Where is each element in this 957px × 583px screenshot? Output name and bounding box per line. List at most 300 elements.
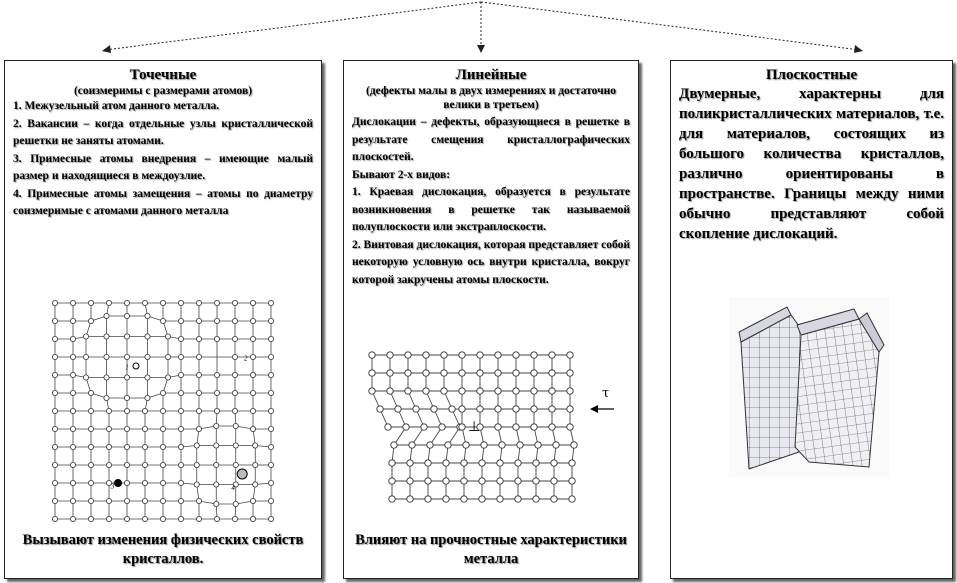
substitution-atom-small xyxy=(114,479,122,487)
lattice-atom xyxy=(233,501,238,506)
lattice-atom xyxy=(178,498,183,503)
lattice-atom xyxy=(403,424,409,430)
lattice-atom xyxy=(70,300,75,305)
lattice-atom xyxy=(449,406,455,412)
lattice-atom xyxy=(268,516,273,521)
lattice-atom xyxy=(70,480,75,485)
lattice-atom xyxy=(533,478,539,484)
lattice-atom xyxy=(70,318,75,323)
lattice-atom xyxy=(569,496,575,502)
lattice-atom xyxy=(423,370,429,376)
lattice-atom xyxy=(104,334,109,339)
linear-item: 1. Краевая дислокация, образуется в результате возникновения в решетке так называемой полуплоскости или экстраплоскости. xyxy=(352,186,630,233)
lattice-atom xyxy=(443,496,449,502)
lattice-atom xyxy=(369,388,375,394)
lattice-atom xyxy=(70,516,75,521)
lattice-atom xyxy=(145,313,150,318)
lattice-atom xyxy=(106,462,111,467)
lattice-atom xyxy=(515,496,521,502)
lattice-atom xyxy=(214,516,219,521)
lattice-atom xyxy=(106,498,111,503)
lattice-atom xyxy=(405,388,411,394)
lattice-atom xyxy=(232,354,237,359)
defect-number-label: 1 xyxy=(125,363,129,372)
lattice-atom xyxy=(479,478,485,484)
lattice-atom xyxy=(481,442,487,448)
lattice-atom xyxy=(52,372,57,377)
lattice-atom xyxy=(253,482,258,487)
lattice-atom xyxy=(106,300,111,305)
grain-boundary-figure xyxy=(729,297,889,477)
lattice-atom xyxy=(52,444,57,449)
lattice-atom xyxy=(104,354,109,359)
lattice-atom xyxy=(52,498,57,503)
linear-text xyxy=(344,114,638,289)
lattice-atom xyxy=(124,462,129,467)
lattice-atom xyxy=(441,388,447,394)
lattice-atom xyxy=(52,426,57,431)
lattice-atom xyxy=(196,390,201,395)
lattice-atom xyxy=(477,388,483,394)
lattice-atom xyxy=(178,516,183,521)
lattice-atom xyxy=(250,498,255,503)
lattice-atom xyxy=(567,406,573,412)
lattice-atom xyxy=(196,516,201,521)
lattice-atom xyxy=(268,426,273,431)
lattice-atom xyxy=(569,460,575,466)
point-item: 4. Примесные атомы замещения – атомы по диаметру соизмеримые с атомами данного металла xyxy=(13,187,313,217)
lattice-atom xyxy=(268,336,273,341)
lattice-atom xyxy=(405,352,411,358)
lattice-atom xyxy=(88,300,93,305)
lattice-atom xyxy=(495,424,501,430)
lattice-atom xyxy=(253,462,258,467)
lattice-atom xyxy=(160,516,165,521)
lattice-atom xyxy=(461,496,467,502)
lattice-atom xyxy=(178,372,183,377)
lattice-atom xyxy=(268,480,273,485)
lattice-atom xyxy=(549,424,555,430)
lattice-atom xyxy=(165,375,170,380)
lattice-atom xyxy=(194,462,199,467)
lattice-atom xyxy=(553,442,559,448)
lattice-atom xyxy=(533,496,539,502)
lattice-atom xyxy=(443,460,449,466)
lattice-atom xyxy=(124,498,129,503)
planar-title: Плоскостные xyxy=(765,67,858,83)
lattice-atom xyxy=(106,516,111,521)
lattice-atom xyxy=(70,498,75,503)
lattice-atom xyxy=(232,390,237,395)
lattice-atom xyxy=(250,372,255,377)
lattice-atom xyxy=(533,460,539,466)
lattice-atom xyxy=(459,352,465,358)
lattice-atom xyxy=(52,408,57,413)
lattice-atom xyxy=(569,478,575,484)
lattice-atom xyxy=(427,442,433,448)
lattice-atom xyxy=(250,516,255,521)
lattice-atom xyxy=(513,388,519,394)
lattice-atom xyxy=(387,388,393,394)
linear-defects-panel xyxy=(343,60,639,579)
lattice-atom xyxy=(549,370,555,376)
lattice-atom xyxy=(124,375,129,380)
lattice-atom xyxy=(250,354,255,359)
lattice-atom xyxy=(535,442,541,448)
lattice-atom xyxy=(531,352,537,358)
lattice-atom xyxy=(253,443,258,448)
lattice-atom xyxy=(70,390,75,395)
lattice-atom xyxy=(385,424,391,430)
point-subtitle: (соизмеримы с размерами атомов) xyxy=(73,85,253,97)
lattice-atom xyxy=(495,388,501,394)
defect-number-label: 4 xyxy=(231,484,235,493)
lattice-atom xyxy=(497,496,503,502)
lattice-atom xyxy=(196,426,201,431)
lattice-atom xyxy=(421,424,427,430)
lattice-atom xyxy=(52,318,57,323)
lattice-atom xyxy=(124,444,129,449)
lattice-atom xyxy=(194,443,199,448)
linear-footer: Влияют на прочностные характеристики металла xyxy=(355,532,627,567)
lattice-atom xyxy=(160,318,165,323)
lattice-atom xyxy=(106,408,111,413)
lattice-atom xyxy=(567,388,573,394)
lattice-atom xyxy=(232,516,237,521)
lattice-atom xyxy=(70,408,75,413)
lattice-atom xyxy=(160,444,165,449)
lattice-atom xyxy=(387,370,393,376)
lattice-atom xyxy=(214,408,219,413)
lattice-atom xyxy=(268,444,273,449)
lattice-atom xyxy=(407,460,413,466)
lattice-atom xyxy=(549,406,555,412)
lattice-atom xyxy=(88,426,93,431)
lattice-atom xyxy=(233,443,238,448)
lattice-atom xyxy=(515,460,521,466)
point-defects-panel xyxy=(4,60,322,579)
linear-title: Линейные xyxy=(455,67,527,83)
lattice-atom xyxy=(70,372,75,377)
lattice-atom xyxy=(214,501,219,506)
lattice-atom xyxy=(104,313,109,318)
lattice-atom xyxy=(387,352,393,358)
lattice-atom xyxy=(214,390,219,395)
lattice-atom xyxy=(461,460,467,466)
lattice-atom xyxy=(513,424,519,430)
lattice-atom xyxy=(268,390,273,395)
lattice-atom xyxy=(214,372,219,377)
lattice-atom xyxy=(232,300,237,305)
lattice-atom xyxy=(52,516,57,521)
defect-number-label: 3 xyxy=(110,482,115,491)
lattice-atom xyxy=(479,460,485,466)
lattice-atom xyxy=(463,442,469,448)
lattice-atom xyxy=(160,498,165,503)
lattice-atom xyxy=(567,370,573,376)
lattice-atom xyxy=(178,336,183,341)
lattice-atom xyxy=(124,313,129,318)
lattice-atom xyxy=(214,318,219,323)
lattice-atom xyxy=(499,442,505,448)
lattice-atom xyxy=(551,460,557,466)
lattice-atom xyxy=(571,442,577,448)
lattice-atom xyxy=(124,516,129,521)
lattice-atom xyxy=(250,426,255,431)
lattice-atom xyxy=(431,406,437,412)
lattice-atom xyxy=(160,300,165,305)
point-defects-lattice-figure xyxy=(43,293,283,523)
lattice-atom xyxy=(459,370,465,376)
lattice-atom xyxy=(567,352,573,358)
connector-arrows xyxy=(0,0,957,60)
lattice-atom xyxy=(232,336,237,341)
lattice-atom xyxy=(124,408,129,413)
lattice-atom xyxy=(88,480,93,485)
lattice-atom xyxy=(531,370,537,376)
lattice-atom xyxy=(549,352,555,358)
lattice-atom xyxy=(70,444,75,449)
lattice-atom xyxy=(142,516,147,521)
lattice-atom xyxy=(70,426,75,431)
lattice-atom xyxy=(52,336,57,341)
lattice-atom xyxy=(395,406,401,412)
lattice-atom xyxy=(389,460,395,466)
lattice-atom xyxy=(409,442,415,448)
point-footer: Вызывают изменения физических свойств кристаллов. xyxy=(22,532,304,567)
lattice-atom xyxy=(145,354,150,359)
lattice-atom xyxy=(531,406,537,412)
lattice-atom xyxy=(88,318,93,323)
lattice-atom xyxy=(268,498,273,503)
lattice-atom xyxy=(178,444,183,449)
lattice-atom xyxy=(497,460,503,466)
lattice-atom xyxy=(441,370,447,376)
lattice-atom xyxy=(214,462,219,467)
lattice-atom xyxy=(214,443,219,448)
lattice-atom xyxy=(391,442,397,448)
lattice-atom xyxy=(178,390,183,395)
lattice-atom xyxy=(477,352,483,358)
lattice-atom xyxy=(160,408,165,413)
lattice-atom xyxy=(407,478,413,484)
lattice-atom xyxy=(124,354,129,359)
lattice-atom xyxy=(549,388,555,394)
lattice-atom xyxy=(495,406,501,412)
lattice-atom xyxy=(196,336,201,341)
lattice-atom xyxy=(88,444,93,449)
lattice-atom xyxy=(196,372,201,377)
lattice-atom xyxy=(495,370,501,376)
lattice-atom xyxy=(106,444,111,449)
lattice-atom xyxy=(214,336,219,341)
point-item: 3. Примесные атомы внедрения – имеющие малый размер и находящиеся в междоузлие. xyxy=(13,152,313,182)
lattice-atom xyxy=(52,462,57,467)
lattice-atom xyxy=(142,462,147,467)
lattice-atom xyxy=(459,424,465,430)
lattice-atom xyxy=(124,300,129,305)
lattice-atom xyxy=(250,318,255,323)
lattice-atom xyxy=(160,462,165,467)
lattice-atom xyxy=(83,375,88,380)
lattice-atom xyxy=(268,354,273,359)
planar-defects-panel xyxy=(670,60,953,579)
lattice-atom xyxy=(445,442,451,448)
lattice-atom xyxy=(145,375,150,380)
lattice-atom xyxy=(369,352,375,358)
lattice-atom xyxy=(425,460,431,466)
lattice-atom xyxy=(178,318,183,323)
lattice-atom xyxy=(196,318,201,323)
lattice-atom xyxy=(160,390,165,395)
point-item: 1. Межузельный атом данного металла. xyxy=(13,100,220,112)
lattice-atom xyxy=(52,390,57,395)
lattice-atom xyxy=(178,300,183,305)
lattice-atom xyxy=(88,408,93,413)
lattice-atom xyxy=(142,444,147,449)
lattice-atom xyxy=(214,300,219,305)
lattice-atom xyxy=(142,408,147,413)
lattice-atom xyxy=(145,395,150,400)
lattice-atom xyxy=(389,478,395,484)
lattice-atom xyxy=(233,423,238,428)
lattice-atom xyxy=(377,406,383,412)
lattice-atom xyxy=(517,442,523,448)
lattice-atom xyxy=(160,480,165,485)
lattice-atom xyxy=(513,406,519,412)
lattice-atom xyxy=(196,408,201,413)
lattice-atom xyxy=(178,462,183,467)
lattice-atom xyxy=(551,496,557,502)
lattice-atom xyxy=(178,408,183,413)
point-list xyxy=(5,98,321,221)
lattice-atom xyxy=(232,372,237,377)
defect-number-label: 2 xyxy=(244,354,248,363)
lattice-atom xyxy=(531,388,537,394)
lattice-atom xyxy=(459,388,465,394)
dislocation-symbol: ⊥ xyxy=(468,419,481,435)
lattice-atom xyxy=(497,478,503,484)
lattice-atom xyxy=(250,300,255,305)
lattice-atom xyxy=(104,395,109,400)
interstitial-atom xyxy=(133,363,139,369)
lattice-atom xyxy=(515,478,521,484)
lattice-atom xyxy=(178,354,183,359)
lattice-atom xyxy=(142,300,147,305)
lattice-atom xyxy=(268,462,273,467)
lattice-atom xyxy=(196,354,201,359)
lattice-atom xyxy=(88,462,93,467)
lattice-atom xyxy=(88,498,93,503)
lattice-atom xyxy=(268,408,273,413)
lattice-atom xyxy=(160,426,165,431)
lattice-atom xyxy=(214,423,219,428)
lattice-atom xyxy=(142,426,147,431)
lattice-atom xyxy=(461,478,467,484)
lattice-atom xyxy=(142,480,147,485)
lattice-atom xyxy=(551,478,557,484)
planar-text: Двумерные, характерны для поликристаллических материалов, т.е. для материалов, состоящих из большого количества кристаллов, различно ориентированы в пространстве. Границы между ними обычно представляют собой скопление дислокаций. xyxy=(679,86,944,242)
lattice-atom xyxy=(214,482,219,487)
lattice-atom xyxy=(479,496,485,502)
lattice-atom xyxy=(407,496,413,502)
lattice-atom xyxy=(232,318,237,323)
lattice-atom xyxy=(142,498,147,503)
shear-stress-label: τ xyxy=(602,386,610,401)
lattice-atom xyxy=(513,370,519,376)
lattice-atom xyxy=(459,406,465,412)
lattice-atom xyxy=(423,388,429,394)
lattice-atom xyxy=(423,352,429,358)
lattice-atom xyxy=(196,300,201,305)
lattice-atom xyxy=(250,336,255,341)
lattice-atom xyxy=(477,406,483,412)
lattice-atom xyxy=(83,334,88,339)
lattice-atom xyxy=(194,482,199,487)
linear-item: 2. Винтовая дислокация, которая представляет собой некоторую условную ось внутри кристалла, вокруг которой закручены атомы плоскости. xyxy=(352,238,630,286)
lattice-atom xyxy=(52,354,57,359)
lattice-atom xyxy=(250,390,255,395)
lattice-atom xyxy=(70,336,75,341)
lattice-atom xyxy=(531,424,537,430)
lattice-atom xyxy=(178,426,183,431)
lattice-atom xyxy=(52,300,57,305)
lattice-atom xyxy=(268,300,273,305)
lattice-atom xyxy=(196,498,201,503)
lattice-atom xyxy=(389,496,395,502)
lattice-atom xyxy=(52,480,57,485)
lattice-atom xyxy=(233,462,238,467)
lattice-atom xyxy=(124,334,129,339)
lattice-atom xyxy=(413,406,419,412)
lattice-atom xyxy=(405,370,411,376)
point-title: Точечные xyxy=(129,67,197,83)
edge-dislocation-figure xyxy=(362,345,624,525)
lattice-atom xyxy=(513,352,519,358)
lattice-atom xyxy=(124,480,129,485)
lattice-atom xyxy=(70,354,75,359)
figure-background xyxy=(362,345,624,525)
lattice-atom xyxy=(124,426,129,431)
lattice-atom xyxy=(369,370,375,376)
lattice-atom xyxy=(439,424,445,430)
lattice-atom xyxy=(268,372,273,377)
lattice-atom xyxy=(106,426,111,431)
lattice-atom xyxy=(250,408,255,413)
lattice-atom xyxy=(232,408,237,413)
lattice-atom xyxy=(83,354,88,359)
lattice-atom xyxy=(145,334,150,339)
lattice-atom xyxy=(178,480,183,485)
lattice-atom xyxy=(165,354,170,359)
lattice-atom xyxy=(567,424,573,430)
linear-intro: Дислокации – дефекты, образующиеся в решетке в результате смещения кристаллографических плоскостей. xyxy=(352,116,630,163)
lattice-atom xyxy=(104,375,109,380)
linear-kinds: Бывают 2-х видов: xyxy=(352,168,451,181)
lattice-atom xyxy=(124,395,129,400)
lattice-atom xyxy=(443,478,449,484)
lattice-atom xyxy=(477,370,483,376)
lattice-atom xyxy=(425,496,431,502)
lattice-atom xyxy=(425,478,431,484)
lattice-atom xyxy=(441,352,447,358)
lattice-atom xyxy=(88,516,93,521)
lattice-atom xyxy=(70,462,75,467)
substitution-atom-large xyxy=(237,469,247,479)
lattice-atom xyxy=(88,390,93,395)
lattice-atom xyxy=(165,334,170,339)
linear-subtitle: (дефекты малы в двух измерениях и достаточно велики в третьем) xyxy=(366,85,616,111)
